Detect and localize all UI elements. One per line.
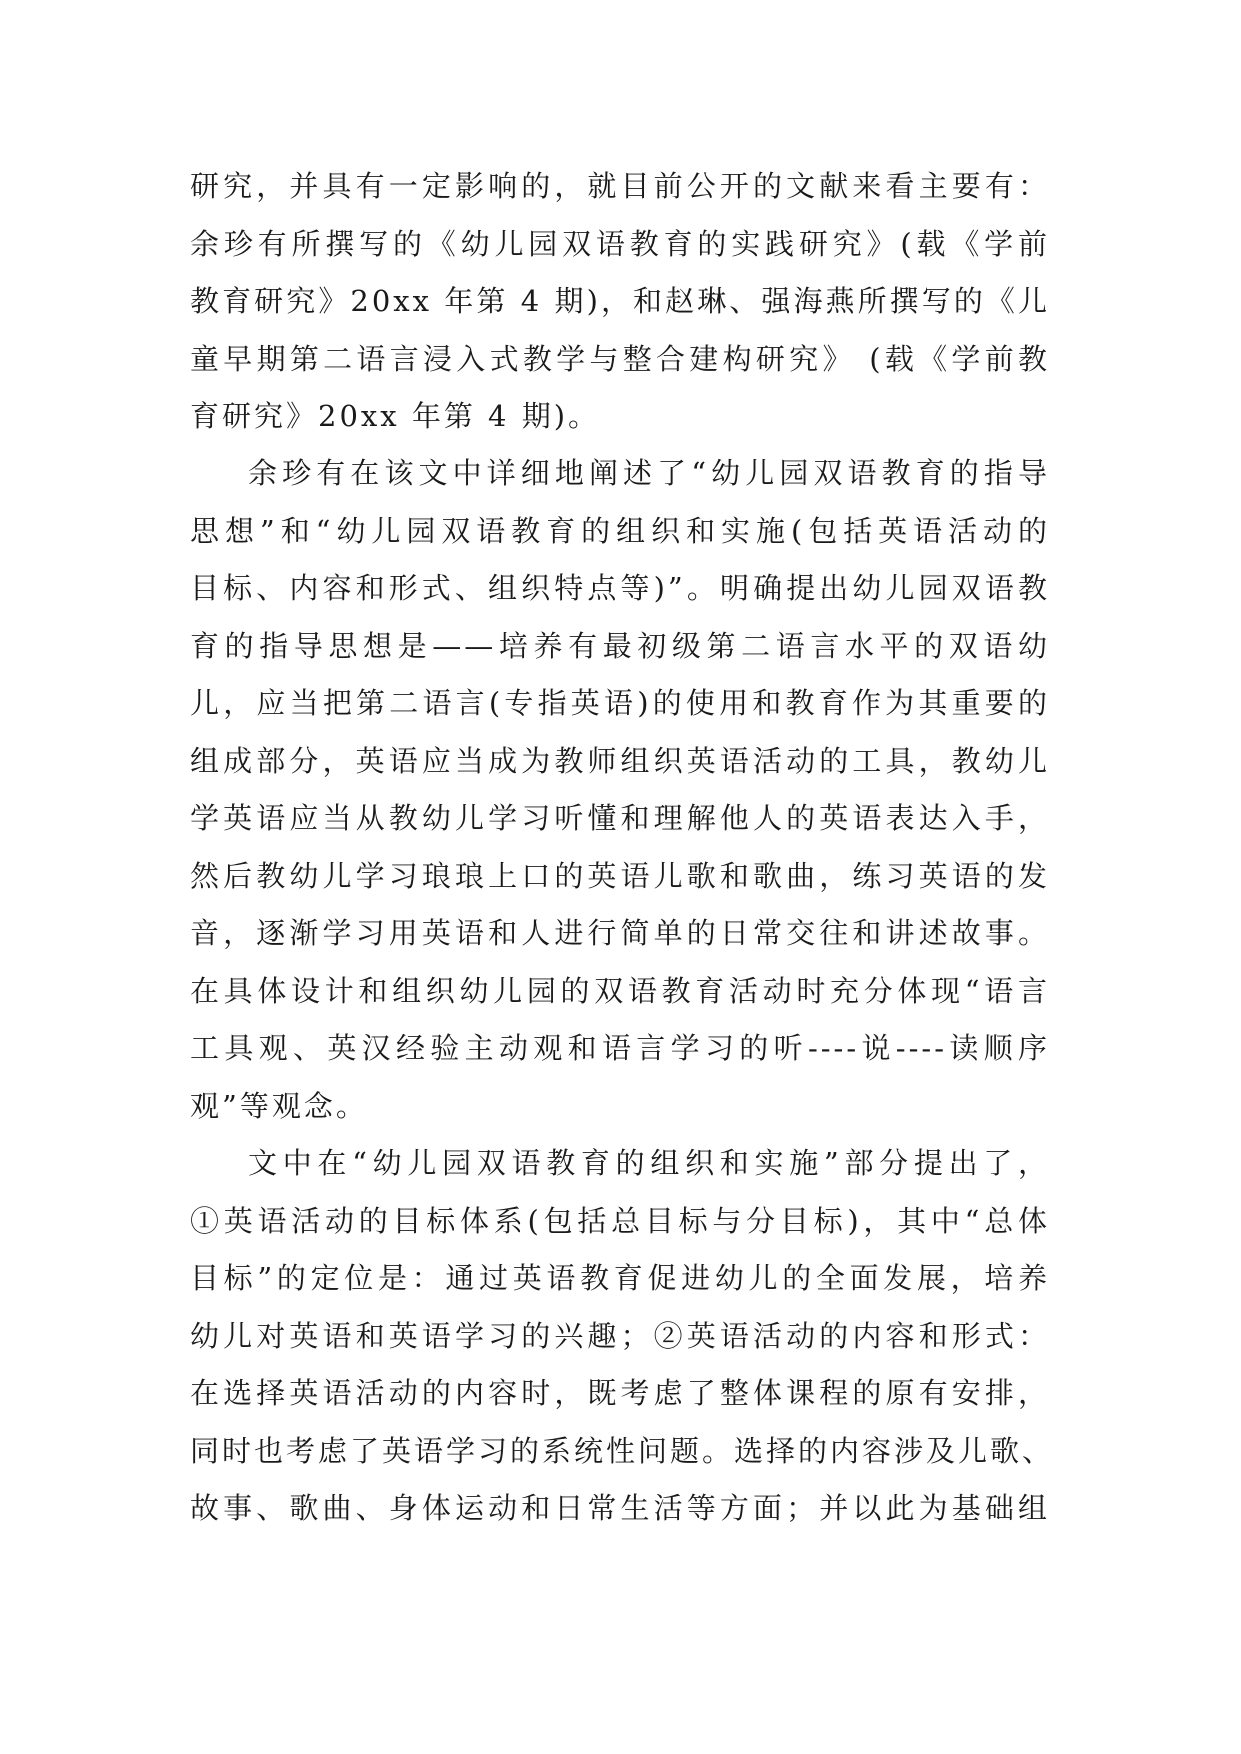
paragraph-line: 余珍有所撰写的《幼儿园双语教育的实践研究》(载《学前 [190, 226, 1050, 261]
paragraph-line: 童早期第二语言浸入式教学与整合建构研究》 (载《学前教 [190, 341, 1050, 376]
paragraph-line: 幼儿对英语和英语学习的兴趣；②英语活动的内容和形式： [190, 1318, 1050, 1353]
paragraph-line: 学英语应当从教幼儿学习听懂和理解他人的英语表达入手， [190, 801, 1050, 835]
paragraph-line: 儿，应当把第二语言(专指英语)的使用和教育作为其重要的 [190, 686, 1050, 720]
paragraph-line: 同时也考虑了英语学习的系统性问题。选择的内容涉及儿歌、 [190, 1433, 1055, 1468]
paragraph-line: 余珍有在该文中详细地阐述了“幼儿园双语教育的指导 [248, 456, 1050, 490]
paragraph-line: 研究，并具有一定影响的，就目前公开的文献来看主要有： [190, 169, 1050, 203]
paragraph-line: 目标、内容和形式、组织特点等)”。明确提出幼儿园双语教 [190, 571, 1050, 605]
paragraph-line: 故事、歌曲、身体运动和日常生活等方面；并以此为基础组 [190, 1491, 1050, 1525]
paragraph-line: 目标”的定位是：通过英语教育促进幼儿的全面发展，培养 [190, 1261, 1050, 1295]
paragraph-line: 工具观、英汉经验主动观和语言学习的听----说----读顺序 [190, 1031, 1050, 1065]
paragraph-line: ①英语活动的目标体系(包括总目标与分目标)，其中“总体 [190, 1203, 1050, 1238]
paragraph-1 [190, 158, 1050, 446]
paragraph-line: 育的指导思想是——培养有最初级第二语言水平的双语幼 [190, 628, 1050, 663]
paragraph-3 [190, 1135, 1055, 1538]
paragraph-line: 思想”和“幼儿园双语教育的组织和实施(包括英语活动的 [190, 513, 1050, 548]
paragraph-line: 教育研究》20xx 年第 4 期)，和赵琳、强海燕所撰写的《儿 [190, 284, 1050, 318]
paragraph-line: 音，逐渐学习用英语和人进行简单的日常交往和讲述故事。 [190, 916, 1050, 950]
paragraph-line: 组成部分，英语应当成为教师组织英语活动的工具，教幼儿 [190, 743, 1050, 778]
paragraph-line: 在具体设计和组织幼儿园的双语教育活动时充分体现“语言 [190, 973, 1050, 1008]
paragraph-line: 在选择英语活动的内容时，既考虑了整体课程的原有安排， [190, 1376, 1050, 1410]
paragraph-line: 观”等观念。 [190, 1088, 368, 1123]
paragraph-2 [190, 445, 1050, 1135]
paragraph-line: 育研究》20xx 年第 4 期)。 [190, 399, 601, 433]
paragraph-line: 然后教幼儿学习琅琅上口的英语儿歌和歌曲，练习英语的发 [190, 858, 1050, 893]
paragraph-line: 文中在“幼儿园双语教育的组织和实施”部分提出了， [248, 1146, 1050, 1180]
